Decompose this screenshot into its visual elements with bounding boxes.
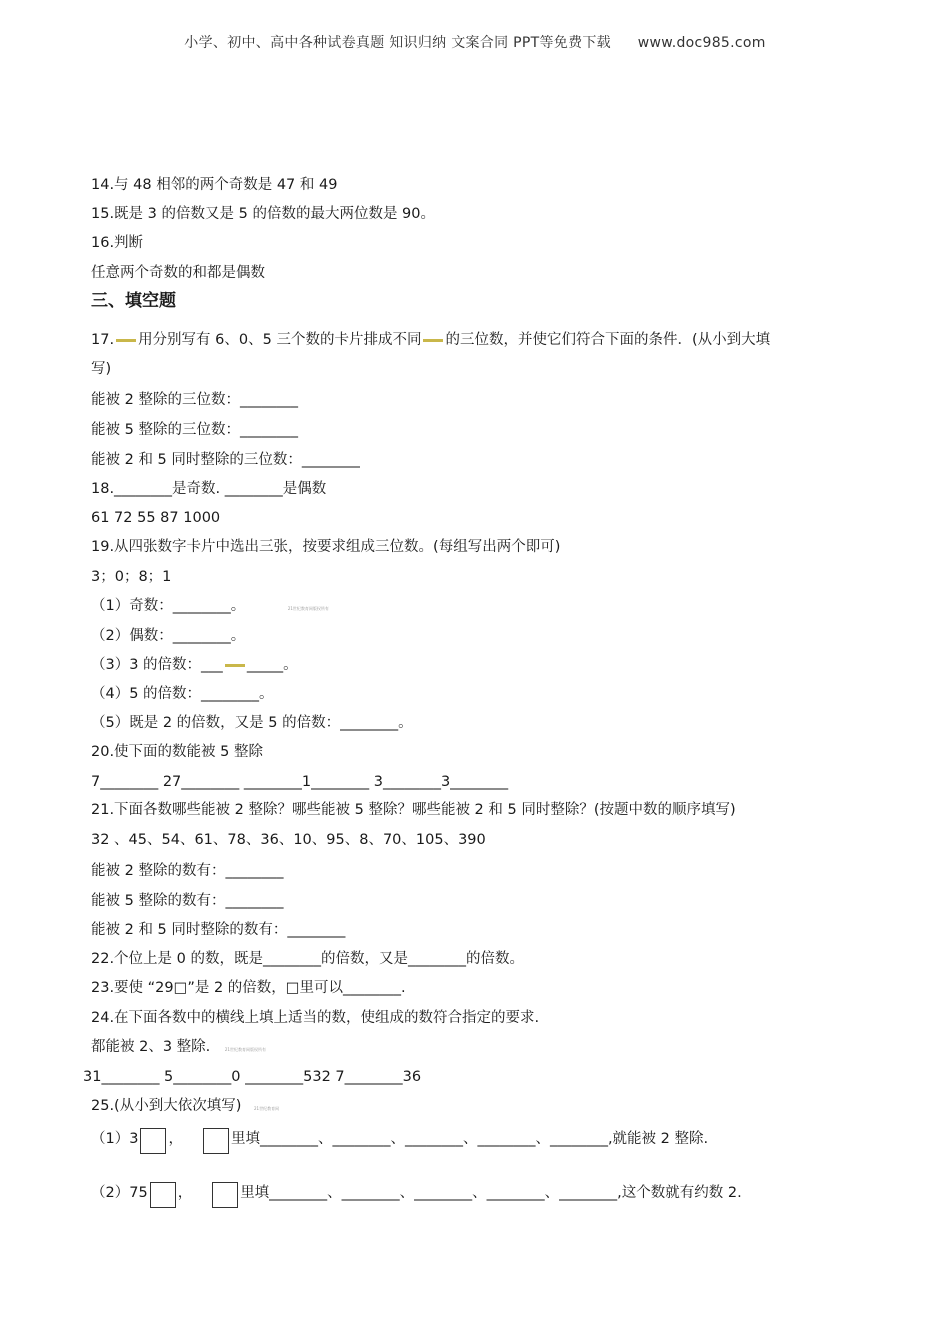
q24-sub <box>91 1037 266 1060</box>
watermark-tiny: 21世纪教育网版权所有 <box>287 606 329 611</box>
q20-line: 7________ 27________ ________1________ 3________3________ <box>91 774 509 790</box>
q19-part-2: （2）偶数：________。 <box>91 628 246 644</box>
q24-line: 31________ 5________0 ________532 7________36 <box>83 1069 422 1085</box>
question-15: 15.既是 3 的倍数又是 5 的倍数的最大两位数是 90。 <box>91 206 436 222</box>
q19-part-1-text: （1）奇数：________。 <box>91 598 246 614</box>
question-16-title: 16.判断 <box>91 235 144 251</box>
q21-numbers: 32 、45、54、61、78、36、10、95、8、70、105、390 <box>91 832 486 848</box>
q17-line-3: 能被 2 和 5 同时整除的三位数：________ <box>91 452 360 468</box>
q25-title: 25.(从小到大依次填写) <box>91 1098 242 1114</box>
q19-part-3-a: （3）3 的倍数：___ <box>91 657 223 673</box>
q19-part-4: （4）5 的倍数：________。 <box>91 686 274 702</box>
watermark-tiny: 21世纪教育网版权所有 <box>224 1047 266 1052</box>
q17-line-1: 能被 2 整除的三位数：________ <box>91 392 298 408</box>
question-14: 14.与 48 相邻的两个奇数是 47 和 49 <box>91 177 338 193</box>
highlight-mark <box>116 339 136 342</box>
q25-part-1-c: 里填________、________、________、________、________,就能被 2 整除. <box>230 1131 709 1147</box>
q17-line-2: 能被 5 整除的三位数：________ <box>91 422 298 438</box>
highlight-mark <box>225 664 245 667</box>
watermark-tiny: 21世纪教育网 <box>253 1106 280 1111</box>
question-19: 19.从四张数字卡片中选出三张，按要求组成三位数。(每组写出两个即可) <box>91 539 561 555</box>
q25-part-2-a: （2）75 <box>91 1185 148 1201</box>
q19-cards: 3；0；8；1 <box>91 569 172 585</box>
q18-numbers: 61 72 55 87 1000 <box>91 510 221 526</box>
q25-part-2-b: ， <box>177 1185 193 1201</box>
q25-part-1 <box>91 1124 708 1154</box>
q17-text-2: 的三位数，并使它们符合下面的条件．(从小到大填 <box>445 332 771 348</box>
page-header <box>0 32 950 52</box>
question-21: 21.下面各数哪些能被 2 整除？哪些能被 5 整除？哪些能被 2 和 5 同时整除？(按题中数的顺序填写) <box>91 802 736 818</box>
question-22: 22.个位上是 0 的数，既是________的倍数，又是________的倍数。 <box>91 951 525 967</box>
question-23: 23.要使 “29□”是 2 的倍数，□里可以________. <box>91 980 406 996</box>
highlight-mark <box>423 339 443 342</box>
q21-line-2: 能被 5 整除的数有：________ <box>91 893 284 909</box>
answer-box[interactable] <box>203 1128 229 1154</box>
q17-text-1: 用分别写有 6、0、5 三个数的卡片排成不同 <box>138 332 422 348</box>
q25-part-2 <box>91 1178 742 1208</box>
question-25 <box>91 1096 279 1119</box>
question-20: 20.使下面的数能被 5 整除 <box>91 744 264 760</box>
q19-part-1 <box>91 596 329 619</box>
answer-box[interactable] <box>212 1182 238 1208</box>
q21-line-1: 能被 2 整除的数有：________ <box>91 863 284 879</box>
question-17 <box>91 330 770 350</box>
q19-part-3-b: _____。 <box>246 657 298 673</box>
q24-sub-text: 都能被 2、3 整除. <box>91 1039 211 1055</box>
question-16-statement: 任意两个奇数的和都是偶数 <box>91 265 265 281</box>
header-site: www.doc985.com <box>637 35 766 51</box>
q17-number: 17. <box>91 332 115 348</box>
section-title: 三、填空题 <box>91 291 176 311</box>
q25-part-2-c: 里填________、________、________、________、________,这个数就有约数 2. <box>240 1185 742 1201</box>
question-18: 18.________是奇数. ________是偶数 <box>91 481 327 497</box>
question-24: 24.在下面各数中的横线上填上适当的数，使组成的数符合指定的要求. <box>91 1010 540 1026</box>
answer-box[interactable] <box>150 1182 176 1208</box>
q25-part-1-a: （1）3 <box>91 1131 139 1147</box>
answer-box[interactable] <box>140 1128 166 1154</box>
q17-text-3: 写) <box>91 361 112 377</box>
q21-line-3: 能被 2 和 5 同时整除的数有：________ <box>91 922 346 938</box>
q19-part-3 <box>91 655 298 675</box>
header-text: 小学、初中、高中各种试卷真题 知识归纳 文案合同 PPT等免费下载 <box>184 35 611 51</box>
q19-part-5: （5）既是 2 的倍数，又是 5 的倍数：________。 <box>91 715 413 731</box>
q25-part-1-b: ， <box>168 1131 183 1147</box>
